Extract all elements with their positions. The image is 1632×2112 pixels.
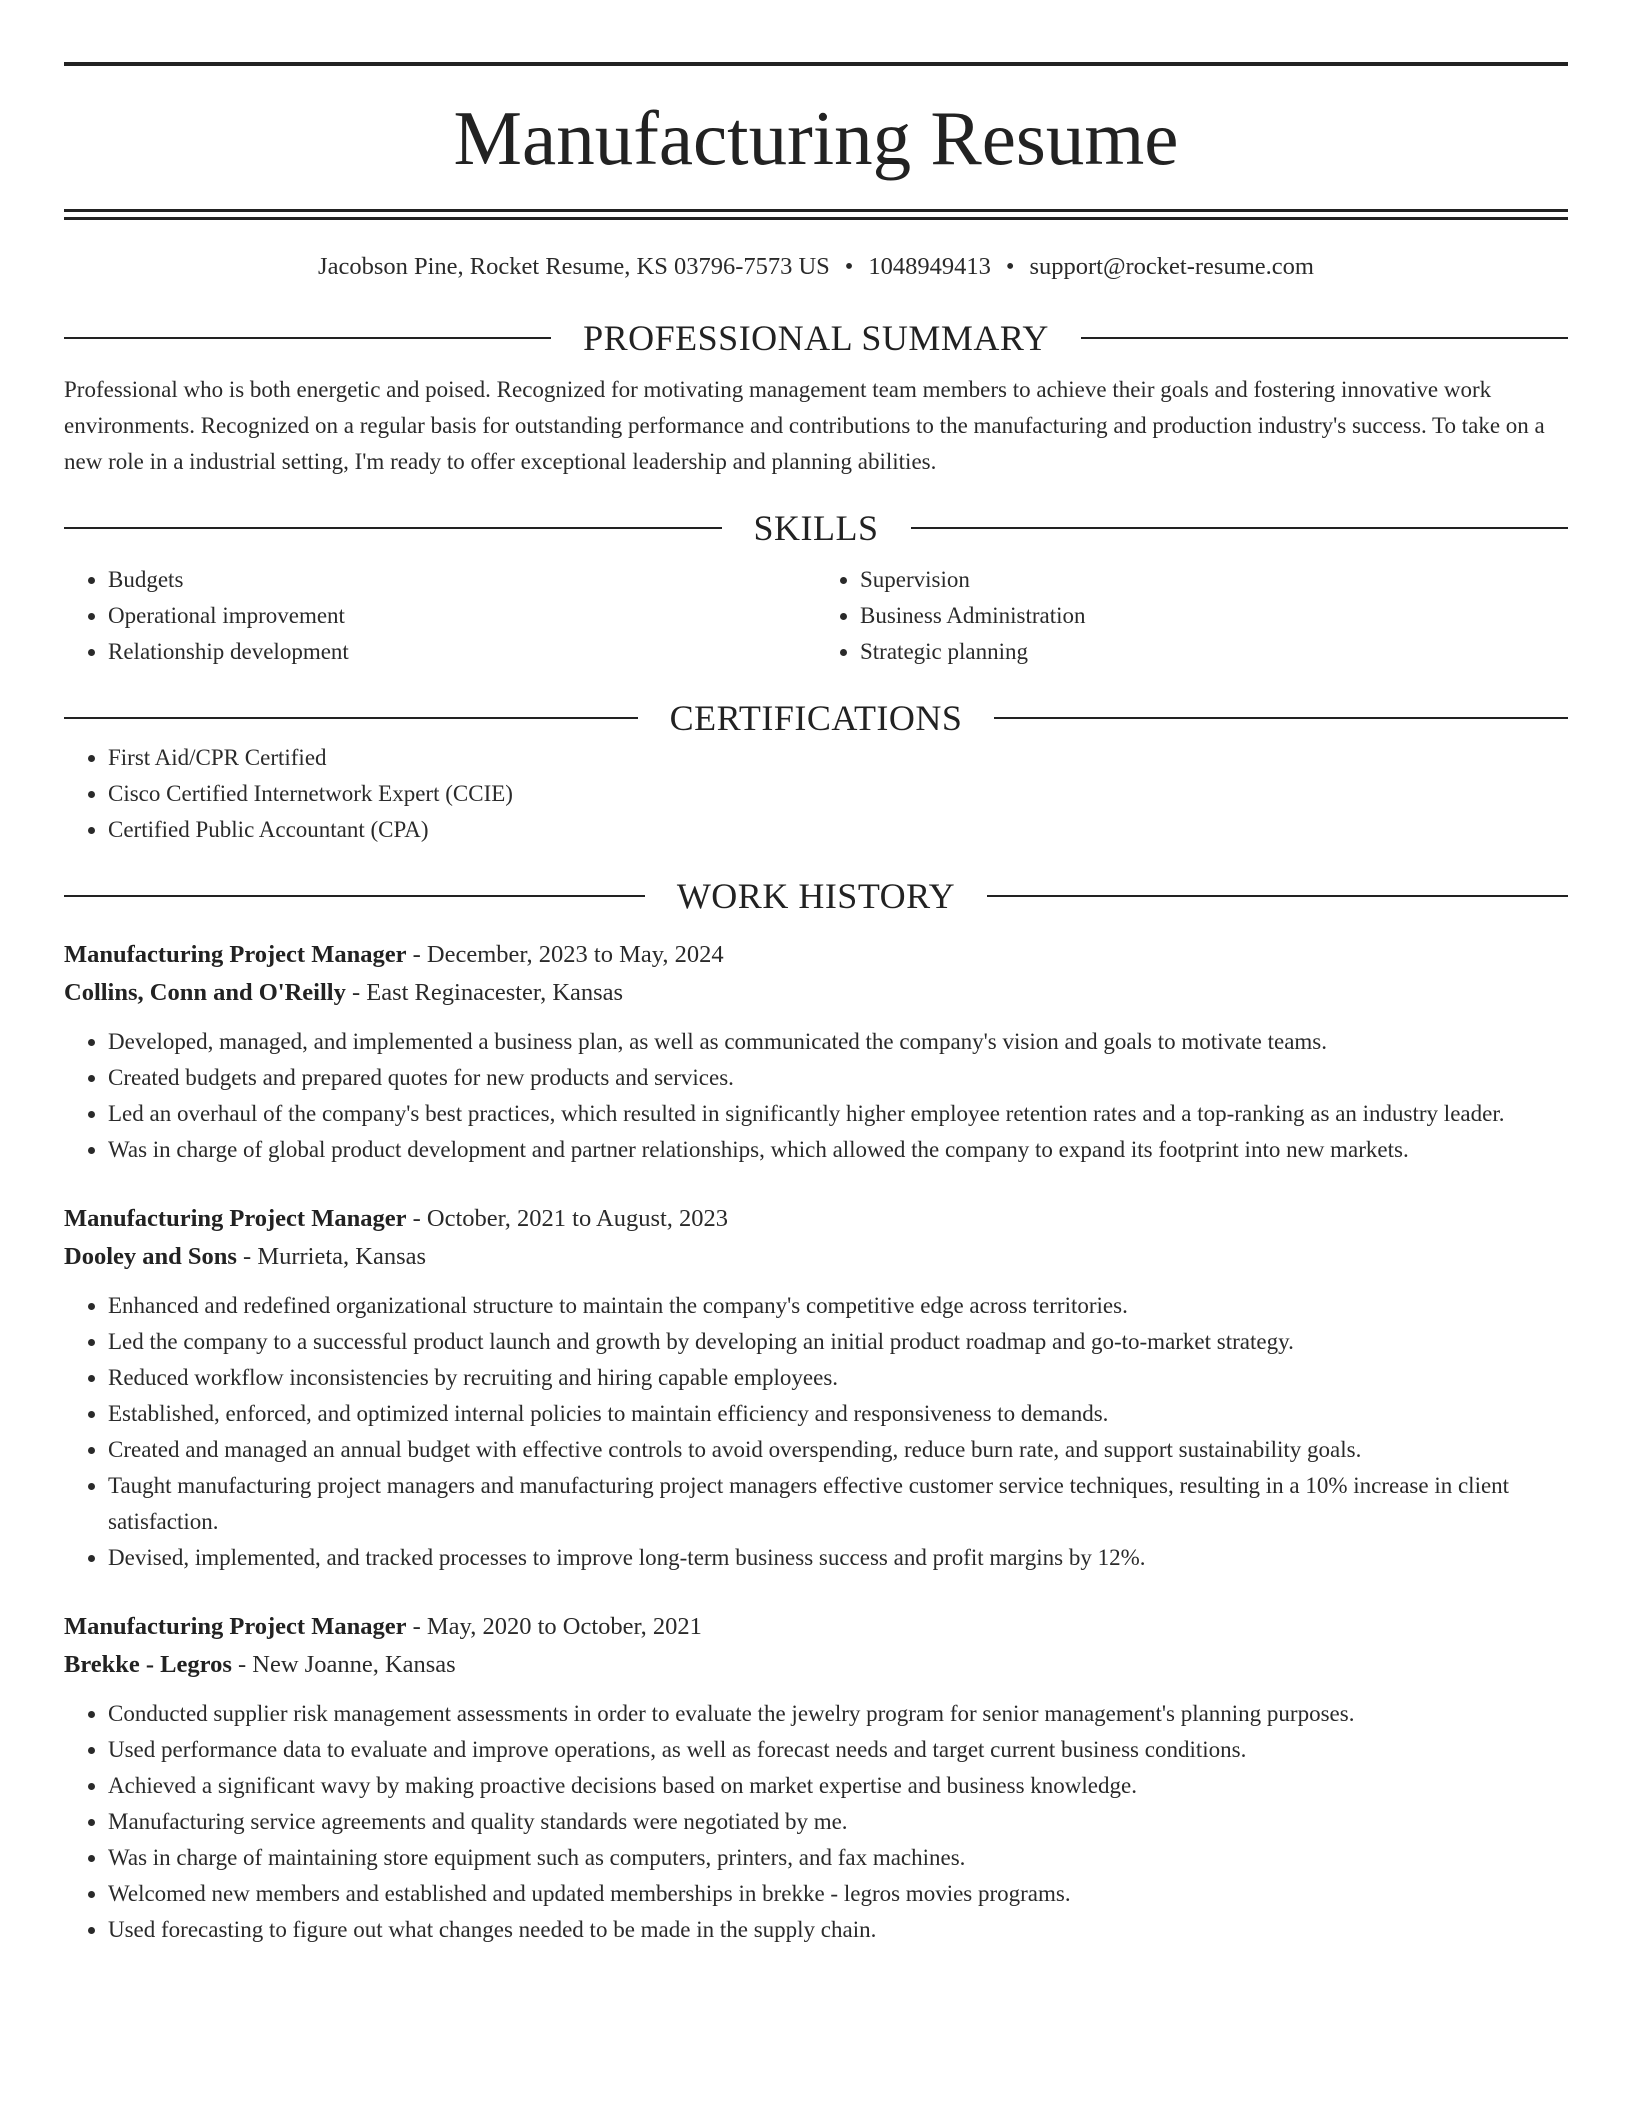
job-bullet: • Manufacturing service agreements and quality standards were negotiated by me. xyxy=(108,1804,1568,1840)
skill-item: • Business Administration xyxy=(860,598,1568,634)
summary-text: Professional who is both energetic and poised. Recognized for motivating management team members to achieve their goals and fostering innovative work environments. Recognized on a regular basis for outstanding performance and contributions to the manufacturing and production industry's success. To take on a new role in a industrial setting, I'm ready to offer exceptional leadership and planning abilities. xyxy=(64,377,1545,474)
job-bullet: • Taught manufacturing project managers and manufacturing project managers effective customer service techniques, resulting in a 10% increase in client satisfaction. xyxy=(108,1468,1568,1540)
heading-rule-right xyxy=(1081,337,1568,339)
job-bullet: • Developed, managed, and implemented a business plan, as well as communicated the company's vision and goals to motivate teams. xyxy=(108,1024,1568,1060)
job-entry xyxy=(64,1200,1568,1576)
job-bullet: • Established, enforced, and optimized internal policies to maintain efficiency and responsiveness to demands. xyxy=(108,1396,1568,1432)
job-title: Manufacturing Project Manager xyxy=(64,1205,407,1232)
job-company-line xyxy=(64,1238,1568,1276)
contact-separator: • xyxy=(1005,253,1015,280)
job-title: Manufacturing Project Manager xyxy=(64,1613,407,1640)
job-bullet: • Reduced workflow inconsistencies by recruiting and hiring capable employees. xyxy=(108,1360,1568,1396)
skill-item: • Relationship development xyxy=(108,634,816,670)
job-dates: - May, 2020 to October, 2021 xyxy=(406,1613,702,1640)
job-bullet: • Devised, implemented, and tracked processes to improve long-term business success and profit margins by 12%. xyxy=(108,1540,1568,1576)
contact-address: Jacobson Pine, Rocket Resume, KS 03796-7573 US xyxy=(318,253,830,280)
job-location: - New Joanne, Kansas xyxy=(231,1651,456,1678)
work-history-heading xyxy=(64,874,1568,918)
skill-item: • Operational improvement xyxy=(108,598,816,634)
job-bullet: • Was in charge of global product development and partner relationships, which allowed the company to expand its footprint into new markets. xyxy=(108,1132,1568,1168)
contact-phone: 1048949413 xyxy=(868,253,991,280)
job-location: - East Reginacester, Kansas xyxy=(345,979,624,1006)
certification-item: • First Aid/CPR Certified xyxy=(108,740,1568,776)
title-bottom-double-rule xyxy=(64,209,1568,220)
job-company-line xyxy=(64,1646,1568,1684)
skill-item: • Strategic planning xyxy=(860,634,1568,670)
job-company: Dooley and Sons xyxy=(64,1243,237,1270)
job-bullet: • Was in charge of maintaining store equipment such as computers, printers, and fax machines. xyxy=(108,1840,1568,1876)
job-bullets xyxy=(64,1024,1568,1168)
certification-item: • Certified Public Accountant (CPA) xyxy=(108,812,1568,848)
heading-rule-left xyxy=(64,717,638,719)
resume-title: Manufacturing Resume xyxy=(453,95,1179,181)
heading-rule-right xyxy=(994,717,1568,719)
skills-heading-label: SKILLS xyxy=(753,508,879,548)
job-title-line xyxy=(64,936,1568,974)
job-dates: - December, 2023 to May, 2024 xyxy=(406,941,724,968)
job-title-line xyxy=(64,1200,1568,1238)
job-bullet: • Led an overhaul of the company's best practices, which resulted in significantly higher employee retention rates and a top-ranking as an industry leader. xyxy=(108,1096,1568,1132)
skills-heading xyxy=(64,506,1568,550)
contact-email: support@rocket-resume.com xyxy=(1029,253,1314,280)
job-bullet: • Conducted supplier risk management assessments in order to evaluate the jewelry program for senior management's planning purposes. xyxy=(108,1696,1568,1732)
certifications-list xyxy=(64,740,1568,848)
job-bullets xyxy=(64,1288,1568,1576)
heading-rule-left xyxy=(64,895,645,897)
heading-rule-left xyxy=(64,337,551,339)
skill-item: • Supervision xyxy=(860,562,1568,598)
job-bullet: • Welcomed new members and established and updated memberships in brekke - legros movies programs. xyxy=(108,1876,1568,1912)
certifications-heading xyxy=(64,696,1568,740)
job-bullets xyxy=(64,1696,1568,1948)
job-title: Manufacturing Project Manager xyxy=(64,941,407,968)
job-bullet: • Used performance data to evaluate and improve operations, as well as forecast needs and target current business conditions. xyxy=(108,1732,1568,1768)
job-company: Brekke - Legros xyxy=(64,1651,232,1678)
summary-heading-label: PROFESSIONAL SUMMARY xyxy=(583,318,1049,358)
job-dates: - October, 2021 to August, 2023 xyxy=(406,1205,729,1232)
job-bullet: • Created and managed an annual budget with effective controls to avoid overspending, reduce burn rate, and support sustainability goals. xyxy=(108,1432,1568,1468)
work-history-heading-label: WORK HISTORY xyxy=(676,876,956,916)
certification-item: • Cisco Certified Internetwork Expert (CCIE) xyxy=(108,776,1568,812)
summary-heading xyxy=(64,316,1568,360)
heading-rule-left xyxy=(64,527,722,529)
job-entry xyxy=(64,936,1568,1168)
job-bullet: • Achieved a significant wavy by making proactive decisions based on market expertise and business knowledge. xyxy=(108,1768,1568,1804)
job-location: - Murrieta, Kansas xyxy=(236,1243,427,1270)
certifications-heading-label: CERTIFICATIONS xyxy=(669,698,963,738)
skills-column-left xyxy=(64,562,816,670)
contact-line xyxy=(64,252,1568,282)
job-bullet: • Led the company to a successful product launch and growth by developing an initial product roadmap and go-to-market strategy. xyxy=(108,1324,1568,1360)
title-top-rule xyxy=(64,62,1568,66)
heading-rule-right xyxy=(987,895,1568,897)
job-company-line xyxy=(64,974,1568,1012)
skill-item: • Budgets xyxy=(108,562,816,598)
job-company: Collins, Conn and O'Reilly xyxy=(64,979,346,1006)
skills-list xyxy=(64,562,1568,670)
job-bullet: • Created budgets and prepared quotes for new products and services. xyxy=(108,1060,1568,1096)
contact-separator: • xyxy=(844,253,854,280)
heading-rule-right xyxy=(911,527,1569,529)
job-bullet: • Used forecasting to figure out what changes needed to be made in the supply chain. xyxy=(108,1912,1568,1948)
job-bullet: • Enhanced and redefined organizational structure to maintain the company's competitive edge across territories. xyxy=(108,1288,1568,1324)
job-entry xyxy=(64,1608,1568,1948)
skills-column-right xyxy=(816,562,1568,670)
job-title-line xyxy=(64,1608,1568,1646)
